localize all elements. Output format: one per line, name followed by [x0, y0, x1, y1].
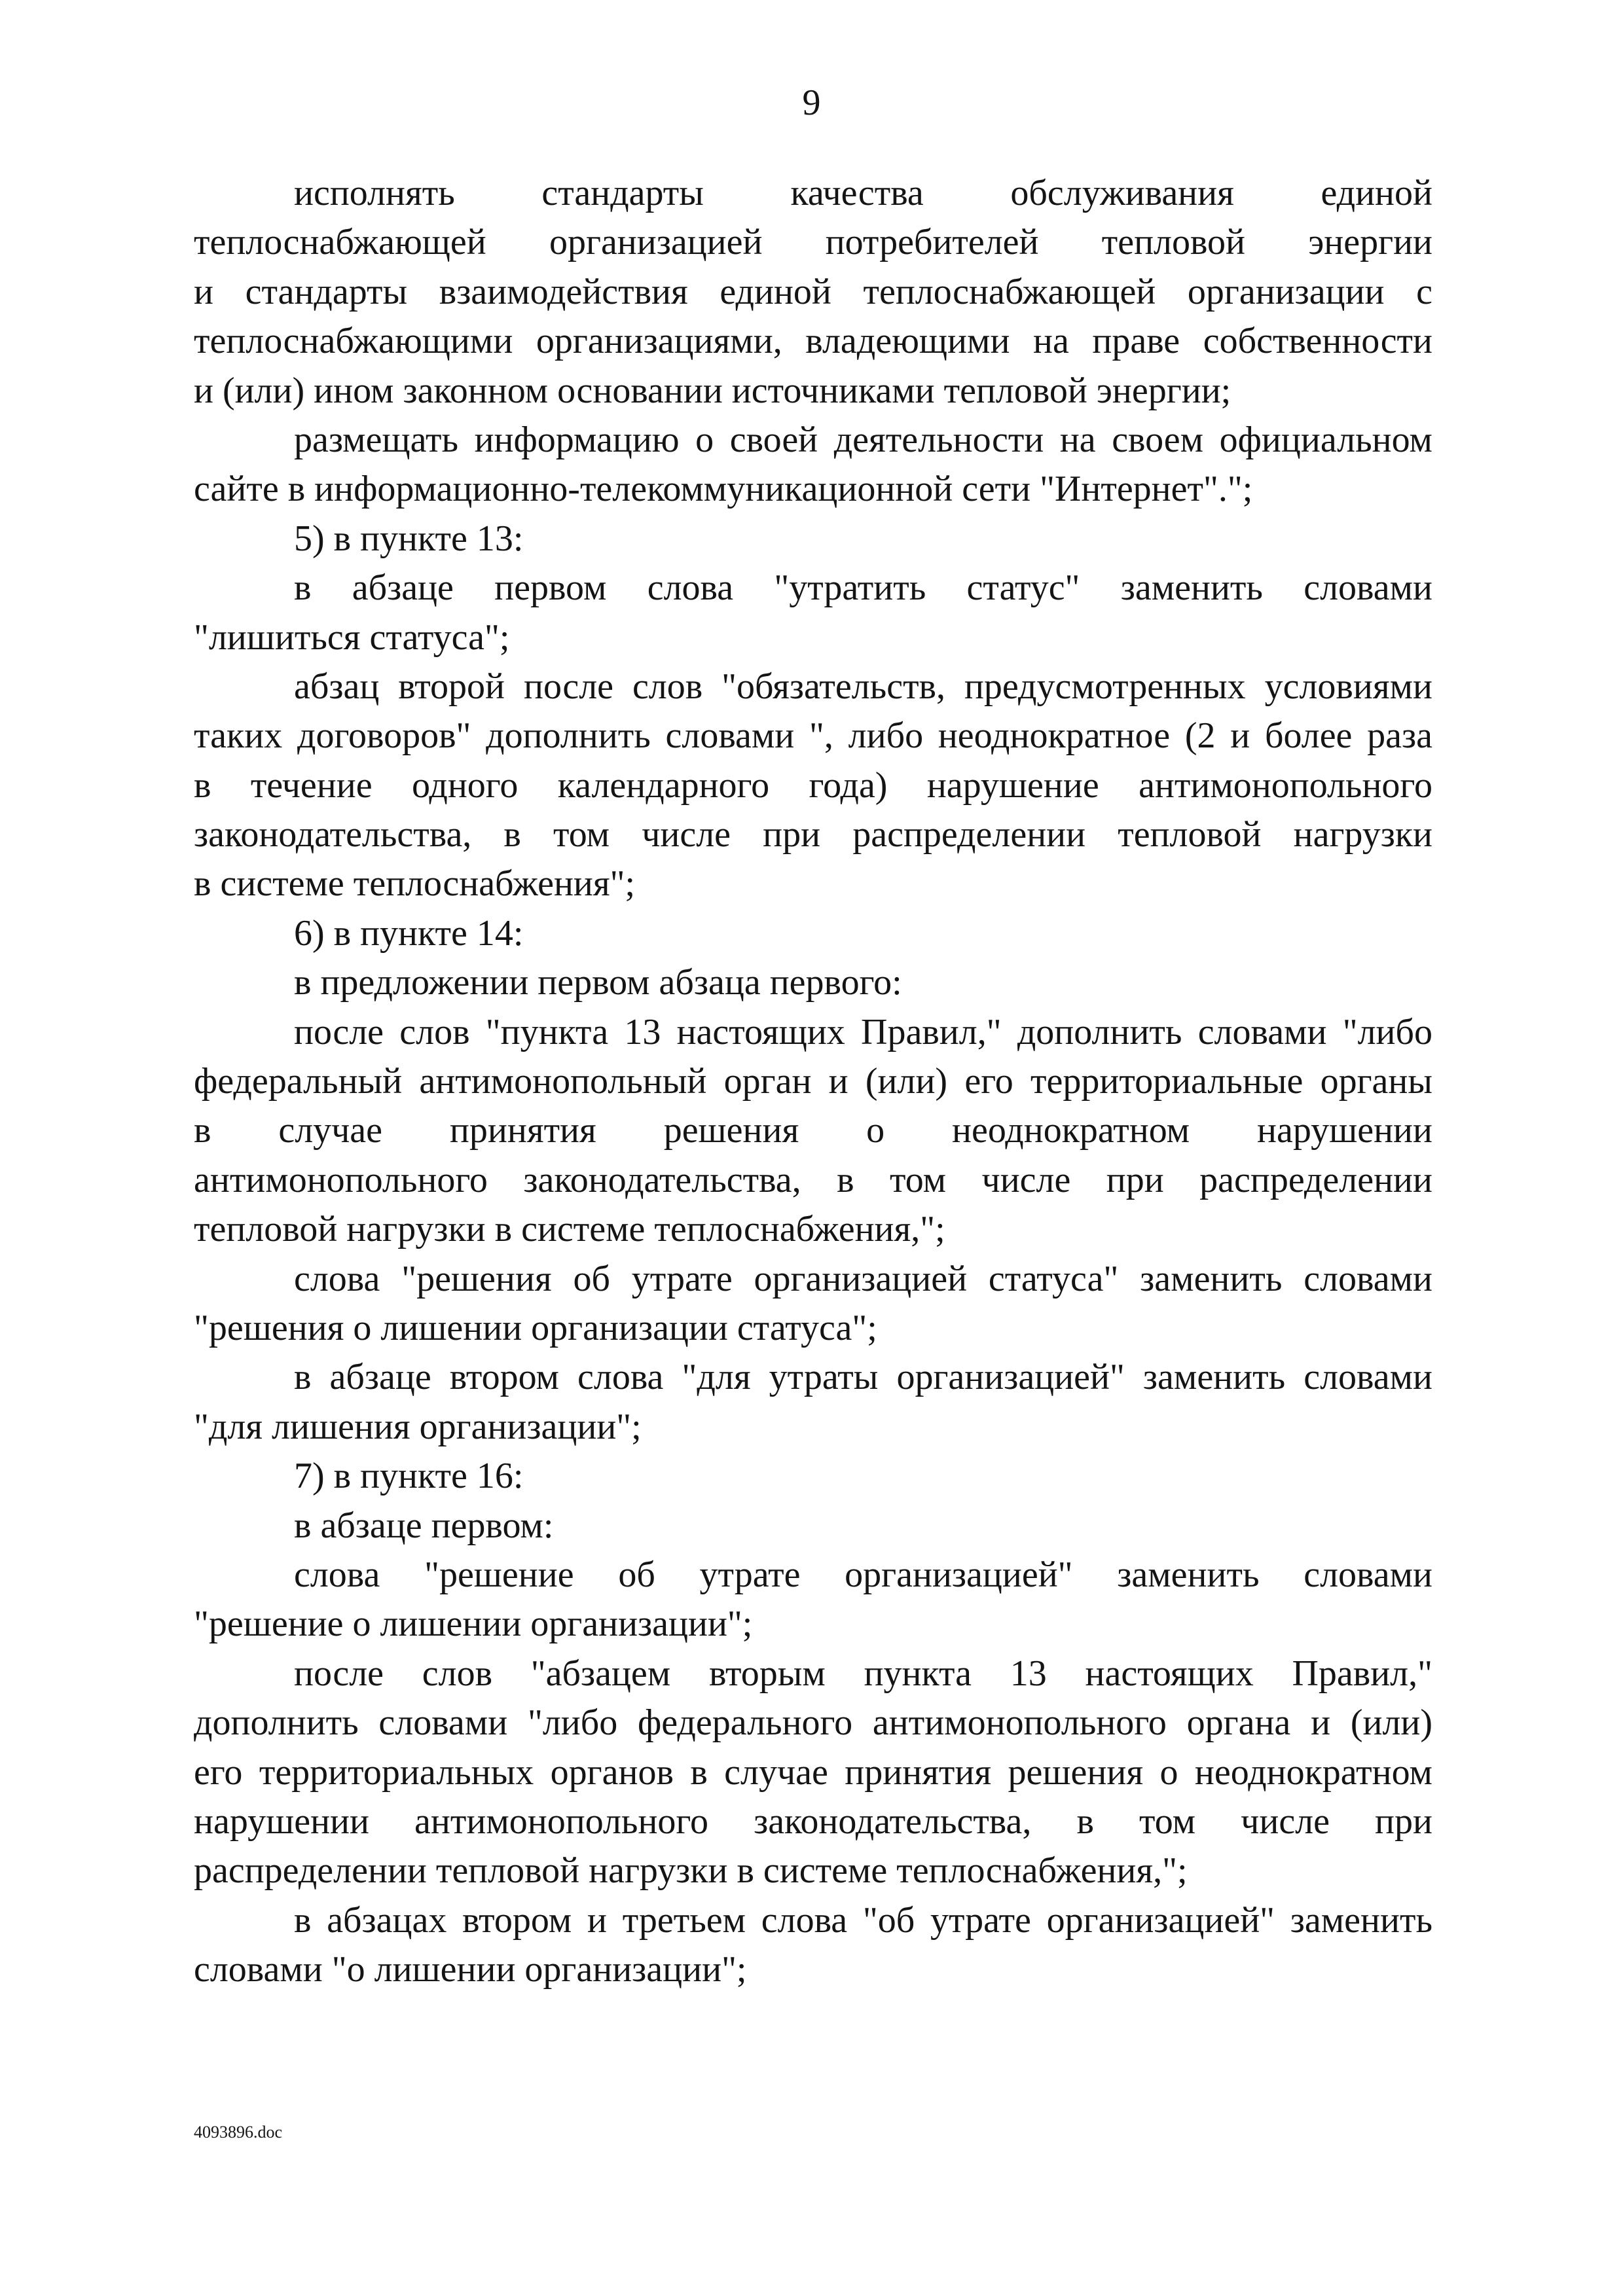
text-line: тепловой нагрузки в системе теплоснабжения,";	[194, 1209, 945, 1250]
text-line: распределении тепловой нагрузки в системе теплоснабжения,";	[194, 1850, 1188, 1892]
text-line: абзац второй после слов "обязательств, предусмотренных условиями	[294, 666, 1432, 707]
text-line: федеральный антимонопольный орган и (или) его территориальные органы	[194, 1061, 1432, 1102]
text-line: теплоснабжающей организацией потребителей тепловой энергии	[194, 222, 1432, 263]
page-number: 9	[802, 82, 821, 123]
text-line: в системе теплоснабжения";	[194, 863, 636, 905]
text-line: после слов "абзацем вторым пункта 13 настоящих Правил,"	[294, 1653, 1432, 1694]
text-line: таких договоров" дополнить словами ", либо неоднократное (2 и более раза	[194, 715, 1432, 757]
text-line: в предложении первом абзаца первого:	[294, 962, 902, 1003]
text-line: в абзаце первом:	[294, 1505, 554, 1546]
text-line: сайте в информационно-телекоммуникационной сети "Интернет".";	[194, 469, 1253, 510]
text-line: в абзацах втором и третьем слова "об утрате организацией" заменить	[294, 1899, 1432, 1941]
text-line: дополнить словами "либо федерального антимонопольного органа и (или)	[194, 1702, 1432, 1744]
document-body	[194, 169, 1432, 1994]
text-line: слова "решение об утрате организацией" заменить словами	[294, 1554, 1432, 1595]
text-line: и стандарты взаимодействия единой теплоснабжающей организации с	[194, 271, 1432, 312]
text-line: в течение одного календарного года) нарушение антимонопольного	[194, 764, 1432, 806]
text-line: в абзаце втором слова "для утраты организацией" заменить словами	[294, 1357, 1432, 1398]
text-line: его территориальных органов в случае принятия решения о неоднократном	[194, 1751, 1432, 1793]
text-line: 5) в пункте 13:	[294, 518, 524, 559]
text-line: нарушении антимонопольного законодательства, в том числе при	[194, 1801, 1432, 1842]
text-line: "решение о лишении организации";	[194, 1604, 753, 1645]
text-line: после слов "пункта 13 настоящих Правил," дополнить словами "либо	[294, 1011, 1432, 1052]
text-line: антимонопольного законодательства, в том числе при распределении	[194, 1159, 1432, 1200]
text-line: исполнять стандарты качества обслуживания единой	[294, 173, 1432, 213]
text-line: "решения о лишении организации статуса";	[194, 1307, 877, 1348]
text-line: "лишиться статуса";	[194, 617, 510, 658]
text-line: слова "решения об утрате организацией статуса" заменить словами	[294, 1258, 1432, 1299]
text-line: 6) в пункте 14:	[294, 912, 524, 954]
file-name-footer: 4093896.doc	[194, 2123, 283, 2142]
text-line: "для лишения организации";	[194, 1406, 642, 1447]
text-line: в случае принятия решения о неоднократном нарушении	[194, 1110, 1432, 1151]
text-line: теплоснабжающими организациями, владеющими на праве собственности	[194, 321, 1432, 362]
text-line: и (или) ином законном основании источниками тепловой энергии;	[194, 370, 1231, 411]
text-line: словами "о лишении организации";	[194, 1949, 747, 1990]
text-line: в абзаце первом слова "утратить статус" заменить словами	[294, 567, 1432, 609]
text-line: законодательства, в том числе при распределении тепловой нагрузки	[194, 814, 1432, 855]
text-line: 7) в пункте 16:	[294, 1456, 524, 1497]
text-line: размещать информацию о своей деятельности на своем официальном	[294, 419, 1432, 460]
